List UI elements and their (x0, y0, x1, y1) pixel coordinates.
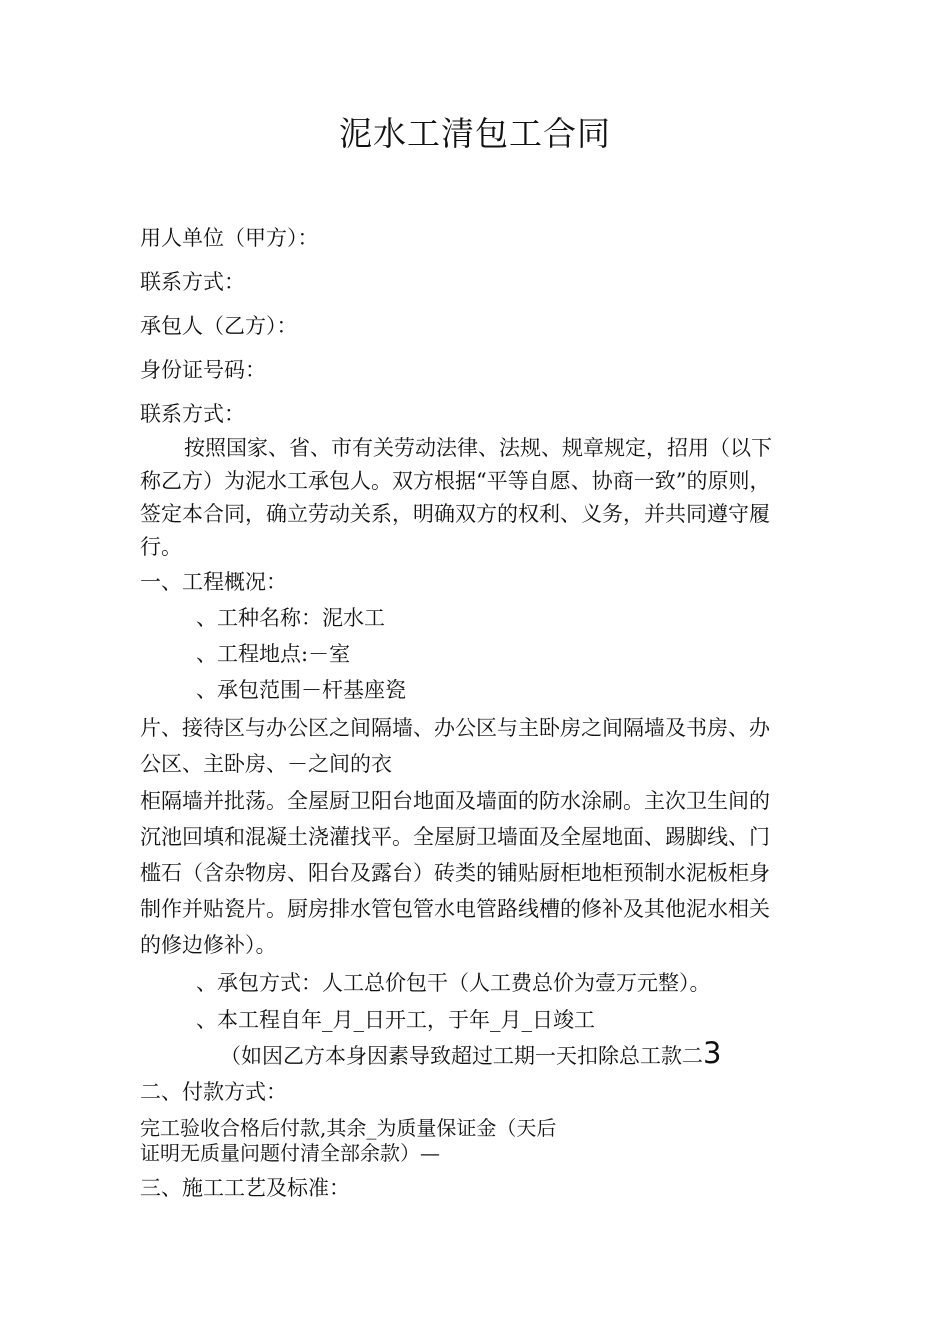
employer-contact-field: 联系方式： (140, 270, 245, 294)
scope-line: 的修边修补）。 (140, 933, 277, 957)
contractor-field: 承包人（乙方）： (140, 314, 298, 338)
payment-line: 完工验收合格后付款,其余_为质量保证金（天后 (140, 1116, 557, 1140)
scope-item: 、承包范围－杆基座瓷 (196, 678, 406, 702)
employer-field: 用人单位（甲方）： (140, 226, 319, 250)
intro-line: 签定本合同，确立劳动关系，明确双方的权利、义务，并共同遵守履 (140, 502, 770, 526)
period-item: 、本工程自年_月_日开工，于年_月_日竣工 (196, 1008, 595, 1032)
scope-line: 制作并贴瓷片。厨房排水管包管水电管路线槽的修补及其他泥水相关 (140, 897, 770, 921)
trade-item: 、工种名称：泥水工 (196, 606, 385, 630)
section-heading: 二、付款方式： (140, 1080, 287, 1104)
payment-line: 证明无质量问题付清全部余款）— (140, 1141, 440, 1165)
scope-line: 片、接待区与办公区之间隔墙、办公区与主卧房之间隔墙及书房、办 (140, 716, 770, 740)
scope-line: 柜隔墙并批荡。全屋厨卫阳台地面及墙面的防水涂刷。主次卫生间的 (140, 789, 770, 813)
id-number-field: 身份证号码： (140, 358, 266, 382)
scope-line: 沉池回填和混凝土浇灌找平。全屋厨卫墙面及全屋地面、踢脚线、门 (140, 825, 770, 849)
penalty-text: （如因乙方本身因素导致超过工期一天扣除总工款二 (220, 1044, 703, 1068)
section-heading: 三、施工工艺及标准： (140, 1176, 350, 1200)
contractor-contact-field: 联系方式： (140, 402, 245, 426)
location-item: 、工程地点:－室 (196, 642, 351, 666)
penalty-line (220, 1038, 721, 1071)
intro-line: 称乙方）为泥水工承包人。双方根据“平等自愿、协商一致”的原则， (140, 469, 771, 493)
document-title: 泥水工清包工合同 (339, 114, 611, 153)
scope-line: 槛石（含杂物房、阳台及露台）砖类的铺贴厨柜地柜预制水泥板柜身 (140, 861, 770, 885)
intro-line: 按照国家、省、市有关劳动法律、法规、规章规定，招用（以下 (184, 436, 772, 460)
method-item: 、承包方式：人工总价包干（人工费总价为壹万元整）。 (196, 971, 711, 995)
section-heading: 一、工程概况： (140, 570, 287, 594)
scope-line: 公区、主卧房、－之间的衣 (140, 752, 392, 776)
intro-line: 行。 (140, 535, 182, 559)
penalty-number: 3 (703, 1036, 722, 1070)
